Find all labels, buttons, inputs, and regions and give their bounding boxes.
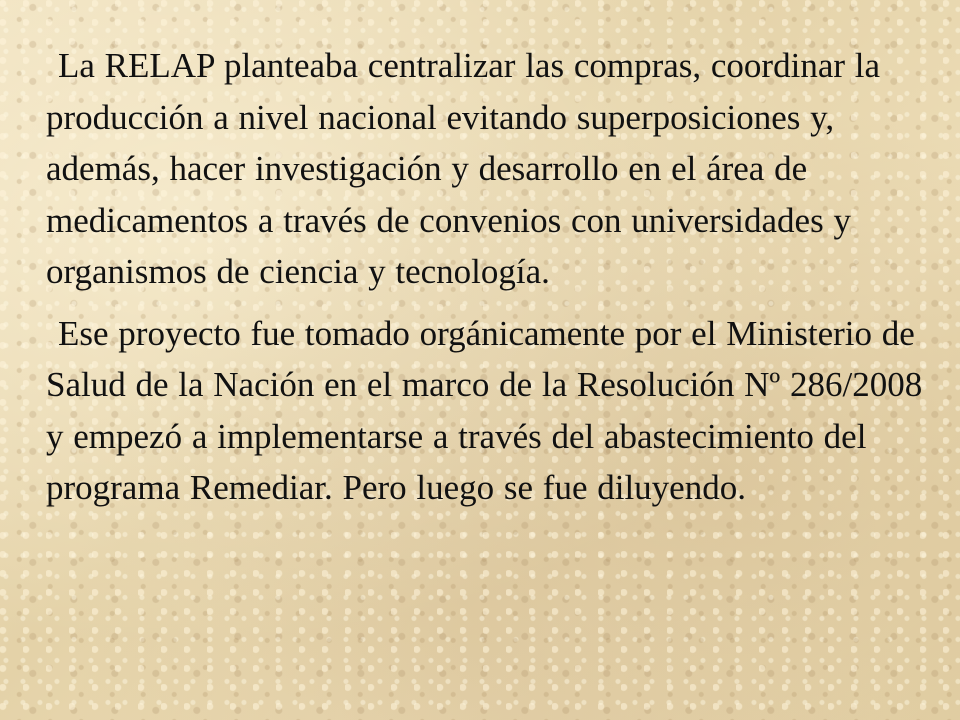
paragraph-text: Ese proyecto fue tomado orgánicamente por el Ministerio de Salud de la Nación en el marco de la Resolución Nº 286/2008 y empezó a implementarse a través del abastecimiento del programa Remediar. Pero luego se fue diluyendo. [46,313,923,507]
paragraph-text: La RELAP planteaba centralizar las compras, coordinar la producción a nivel nacional evitando superposiciones y, además, hacer investigación y desarrollo en el área de medicamentos a través de convenios con universidades y organismos de ciencia y tecnología. [46,46,881,291]
paragraph-relap-plan [44,40,928,298]
slide-text-body [44,40,928,524]
paragraph-ministry-project [44,308,928,514]
